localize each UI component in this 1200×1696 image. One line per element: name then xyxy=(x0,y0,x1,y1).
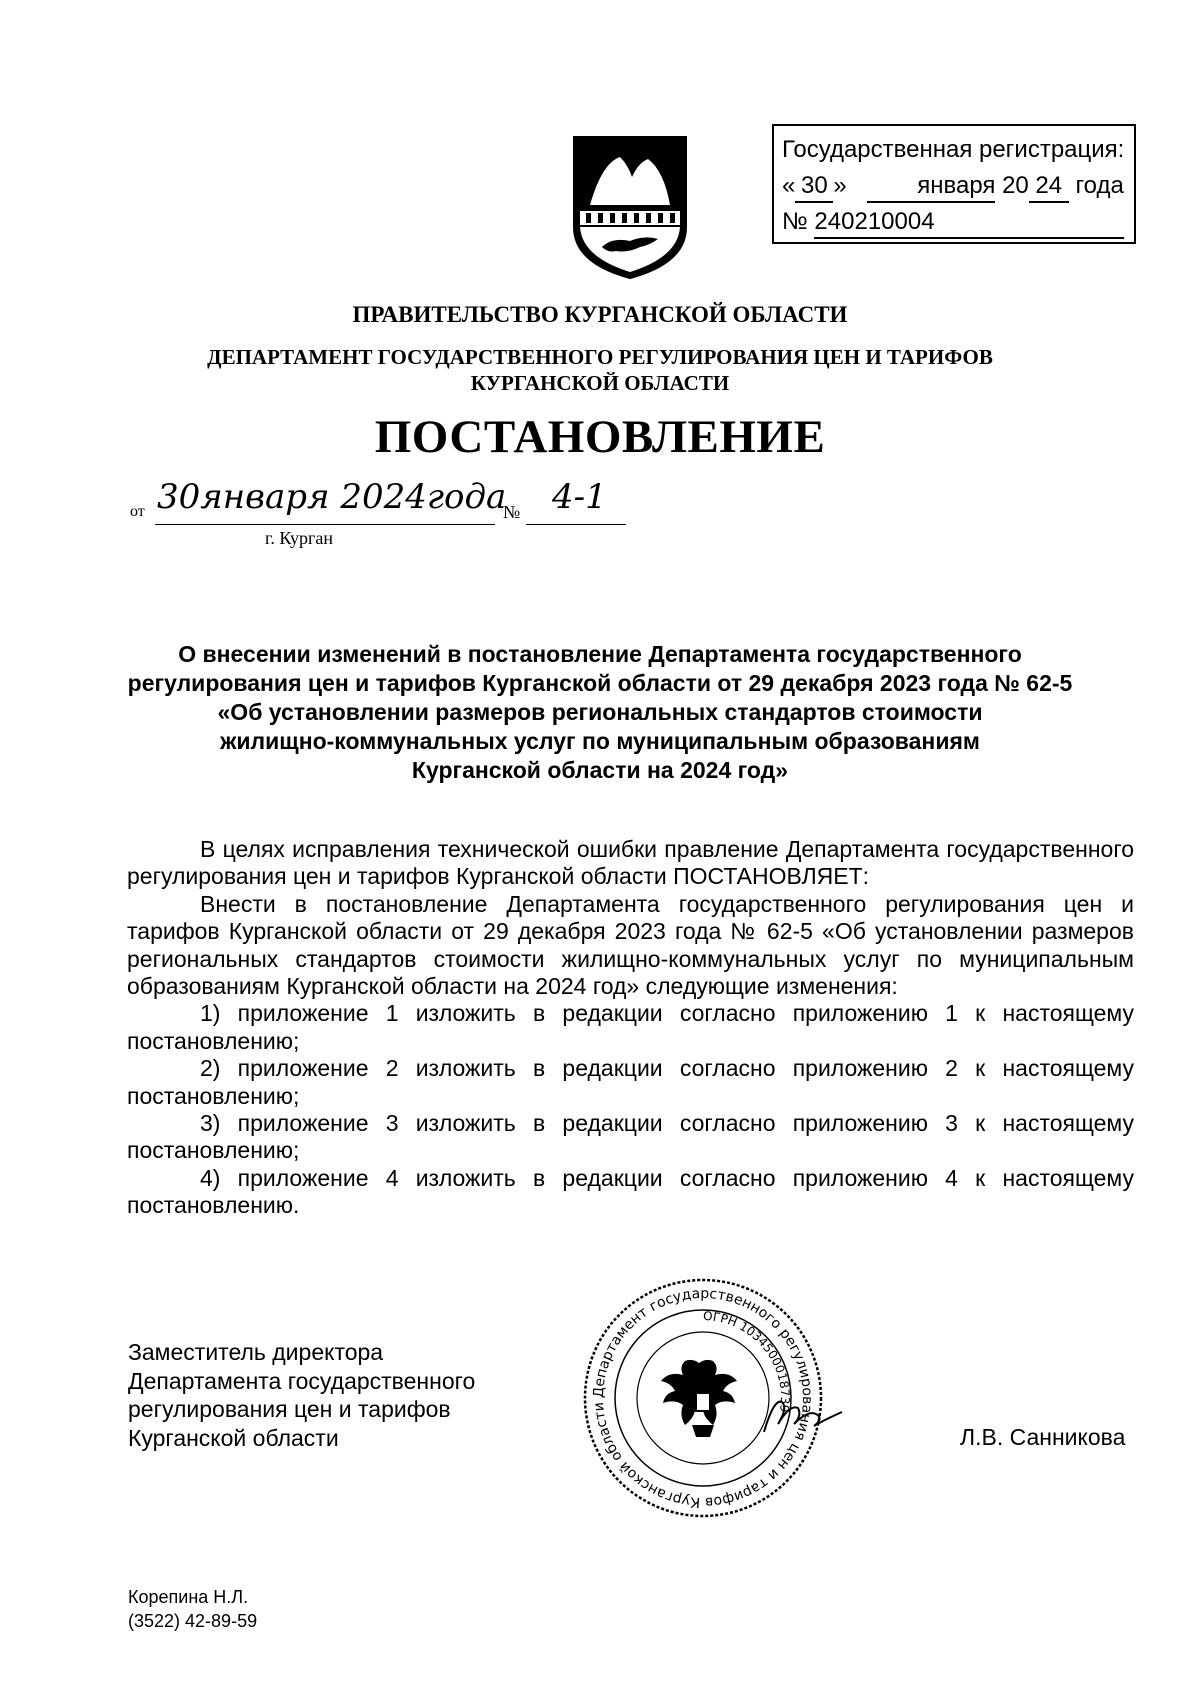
handwritten-number: 4-1 xyxy=(552,477,607,517)
signatory-title xyxy=(128,1338,475,1452)
body-paragraph-decision: Внести в постановление Департамента государственного регулирования цен и тарифов Курганской области от 29 декабря 2023 года № 62-5 «Об установлении размеров региональных стандартов стоимости жилищно-коммунальных услуг по муниципальным образованиям Курганской области на 2024 год» следующие изменения: xyxy=(127,890,1134,1000)
registration-day: 30 xyxy=(795,172,833,203)
registration-number-value: 240210004 xyxy=(814,208,1124,239)
number-label: № xyxy=(503,502,521,522)
subject-line: Курганской области на 2024 год» xyxy=(411,757,789,783)
document-subject xyxy=(120,640,1080,785)
department-heading-line2: КУРГАНСКОЙ ОБЛАСТИ xyxy=(470,371,730,395)
document-body xyxy=(127,836,1134,1220)
body-paragraph-preamble: В целях исправления технической ошибки правление Департамента государственного регулирования цен и тарифов Курганской области ПОСТАНОВЛЯЕТ: xyxy=(127,836,1134,890)
subject-line: регулирования цен и тарифов Курганской области от 29 декабря 2023 года № 62-5 xyxy=(127,670,1073,696)
signatory-title-line: Курганской области xyxy=(128,1424,339,1451)
contact-name: Корепина Н.Л. xyxy=(128,1587,249,1607)
body-item-2: 2) приложение 2 изложить в редакции согласно приложению 2 к настоящему постановлению; xyxy=(127,1055,1134,1109)
body-item-3: 3) приложение 3 изложить в редакции согласно приложению 3 к настоящему постановлению; xyxy=(127,1110,1134,1164)
government-heading: ПРАВИТЕЛЬСТВО КУРГАНСКОЙ ОБЛАСТИ xyxy=(352,302,848,327)
subject-line: жилищно-коммунальных услуг по муниципальным образованиям xyxy=(220,728,980,754)
document-type-title: ПОСТАНОВЛЕНИЕ xyxy=(374,411,826,463)
registration-title: Государственная регистрация: xyxy=(782,136,1125,163)
department-heading-line1: ДЕПАРТАМЕНТ ГОСУДАРСТВЕННОГО РЕГУЛИРОВАНИЯ ЦЕН И ТАРИФОВ xyxy=(207,345,993,369)
coat-of-arms-icon xyxy=(572,135,688,280)
signatory-name: Л.В. Санникова xyxy=(960,1424,1126,1450)
body-item-1: 1) приложение 1 изложить в редакции согласно приложению 1 к настоящему постановлению; xyxy=(127,1000,1134,1054)
subject-line: «Об установлении размеров региональных стандартов стоимости xyxy=(217,699,983,725)
date-underline xyxy=(155,524,495,525)
number-underline xyxy=(526,524,626,525)
date-from-label: от xyxy=(130,503,145,520)
subject-line: О внесении изменений в постановление Департамента государственного xyxy=(178,641,1022,667)
registration-month: января xyxy=(867,172,995,203)
handwritten-signature-icon xyxy=(760,1392,850,1442)
city-label: г. Курган xyxy=(265,528,334,548)
signatory-title-line: Департамента государственного xyxy=(128,1367,476,1394)
contact-phone: (3522) 42-89-59 xyxy=(128,1611,258,1631)
registration-box xyxy=(772,124,1136,244)
registration-date: « 30 » января 20 24 года xyxy=(782,172,1124,203)
stamp-inner-text: ОГРН 1034500018739 xyxy=(702,1308,793,1414)
body-item-4: 4) приложение 4 изложить в редакции согласно приложению 4 к настоящему постановлению. xyxy=(127,1164,1134,1219)
handwritten-date: 30января 2024года xyxy=(157,477,507,517)
stamp-outer-text: Департамент государственного регулирования цен и тарифов Курганской области xyxy=(590,1285,816,1511)
registration-number: № 240210004 xyxy=(782,208,1124,239)
signatory-title-line: регулирования цен и тарифов xyxy=(128,1396,451,1422)
contact-info xyxy=(128,1585,257,1633)
eagle-emblem-icon xyxy=(661,1360,737,1437)
signatory-title-line: Заместитель директора xyxy=(128,1339,384,1365)
registration-year: 24 xyxy=(1029,172,1069,203)
